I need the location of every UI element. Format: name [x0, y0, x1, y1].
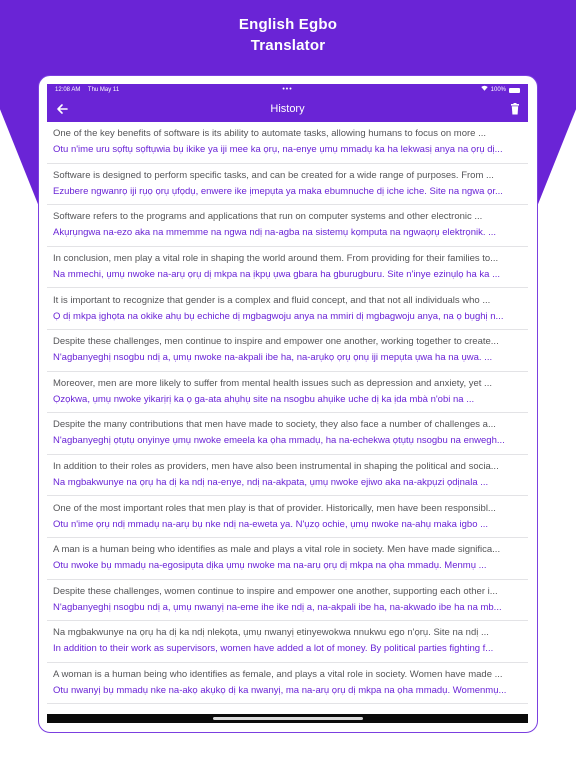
history-item[interactable]: [47, 621, 528, 663]
translation-text: N'agbanyeghị nsogbu ndị a, ụmụ nwanyị na-eme ihe ike ndị a, na-akpali ibe ha, na-akwado ibe ha na mb...: [53, 601, 502, 613]
clear-history-button[interactable]: [508, 102, 522, 116]
battery-percent: 100%: [490, 87, 506, 93]
history-item[interactable]: [47, 372, 528, 414]
source-text: Moreover, men are more likely to suffer from mental health issues such as depression and anxiety, yet ...: [53, 377, 492, 389]
promo-headline: [0, 14, 576, 56]
nav-bar: [47, 96, 528, 122]
source-text: Despite these challenges, men continue to inspire and empower one another, working together to create...: [53, 336, 499, 348]
history-item[interactable]: [47, 580, 528, 622]
status-date: Thu May 11: [87, 87, 120, 93]
wifi-icon: [481, 84, 488, 96]
page-title: History: [270, 103, 305, 115]
multitask-dots: •••: [282, 86, 293, 93]
trash-icon: [508, 102, 522, 116]
history-item[interactable]: [47, 330, 528, 372]
source-text: Software is designed to perform specific tasks, and can be created for a wide range of purposes. From ...: [53, 169, 494, 181]
source-text: Despite the many contributions that men have made to society, they also face a number of challenges a...: [53, 419, 496, 431]
status-time: 12:08 AM: [55, 87, 81, 93]
source-text: Na mgbakwunye na ọrụ ha dị ka ndị nlekọta, ụmụ nwanyị etinyewokwa nnukwu ego n'ọrụ. Site na ndị ...: [53, 627, 489, 639]
translation-text: Ọ dị mkpa ịghọta na okike ahụ bụ echiche dị mgbagwoju anya na mmiri dị mgbagwoju anya, na ọ bụghị n...: [53, 310, 504, 322]
history-item[interactable]: [47, 496, 528, 538]
app-screen: [47, 84, 528, 723]
home-bar: [47, 714, 528, 723]
translation-text: In addition to their work as supervisors, women have added a lot of money. By political parties fighting f...: [53, 643, 494, 655]
source-text: A man is a human being who identifies as male and plays a vital role in society. Men have made significa...: [53, 544, 501, 556]
history-item[interactable]: [47, 205, 528, 247]
source-text: Despite these challenges, women continue to inspire and empower one another, supporting each other i...: [53, 585, 498, 597]
translation-text: Otu nwoke bụ mmadụ na-egosipụta dịka ụmụ nwoke ma na-arụ ọrụ dị mkpa na ọha mmadụ. Menmụ ...: [53, 560, 487, 572]
translation-text: Ọzọkwa, ụmụ nwoke yikarịrị ka ọ ga-ata ahụhụ site na nsogbu ahụike uche dị ka ịda mbà n'obi na ...: [53, 393, 475, 405]
history-item[interactable]: [47, 288, 528, 330]
translation-text: Otu n'ime uru sọftụ sọftụwia bụ ikike ya iji mee ka ọrụ, na-enye ụmụ mmadụ ka ha lekwasị anya na ọrụ dị...: [53, 144, 503, 156]
home-indicator[interactable]: [213, 717, 363, 720]
headline-line-1: English Egbo: [238, 16, 338, 33]
history-item[interactable]: [47, 247, 528, 289]
translation-text: N'agbanyeghị nsogbu ndị a, ụmụ nwoke na-akpali ibe ha, na-arụkọ ọrụ ọnụ iji mepụta ụwa ha na ụwa. ...: [53, 352, 493, 364]
source-text: In conclusion, men play a vital role in shaping the world around them. From providing for their families to...: [53, 253, 499, 265]
translation-text: Otu nwanyị bụ mmadụ nke na-akọ akụkọ dị ka nwanyị, ma na-arụ ọrụ dị mkpa na ọha mmadụ. Womenmụ...: [53, 685, 507, 697]
history-item[interactable]: [47, 538, 528, 580]
translation-text: N'agbanyeghị ọtụtụ onyinye ụmụ nwoke emeela ka ọha mmadụ, ha na-echekwa ọtụtụ nsogbu na enwegh...: [53, 435, 505, 447]
history-list: [47, 122, 528, 704]
history-item[interactable]: [47, 663, 528, 705]
translation-text: Ezubere ngwanrọ iji rụọ ọrụ ụfọdụ, enwere ike ịmepụta ya maka ebumnuche dị iche iche. Site na ngwa ọr...: [53, 185, 503, 197]
source-text: One of the most important roles that men play is that of provider. Historically, men have been responsibl...: [53, 502, 496, 514]
headline-line-2: Translator: [250, 37, 326, 54]
translation-text: Na mgbakwunye na ọrụ ha dị ka ndị na-enye, ndị na-akpata, ụmụ nwoke ejiwo aka na-akpụzi ọdịnala ...: [53, 477, 489, 489]
source-text: One of the key benefits of software is its ability to automate tasks, allowing humans to focus on more ...: [53, 128, 486, 140]
history-item[interactable]: [47, 455, 528, 497]
translation-text: Otu n'ime ọrụ ndị mmadụ na-arụ bụ nke ndị na-eweta ya. N'ụzọ ochie, ụmụ nwoke na-ahụ maka igbo ...: [53, 518, 489, 530]
translation-text: Na mmechi, ụmụ nwoke na-arụ ọrụ dị mkpa na ịkpụ ụwa gbara ha gburugburu. Site n'inye ezinụlọ ha ka ...: [53, 269, 500, 281]
source-text: It is important to recognize that gender is a complex and fluid concept, and that not all individuals who ...: [53, 294, 491, 306]
source-text: In addition to their roles as providers, men have also been instrumental in shaping the political and socia...: [53, 461, 499, 473]
translation-text: Akụrụngwa na-ezo aka na mmemme na ngwa ndị na-agba na sistemụ kọmputa na ngwaọrụ elektrọnik. ...: [53, 227, 497, 239]
history-item[interactable]: [47, 164, 528, 206]
history-item[interactable]: [47, 122, 528, 164]
source-text: A woman is a human being who identifies as female, and plays a vital role in society. Women have made ...: [53, 669, 503, 681]
history-item[interactable]: [47, 413, 528, 455]
battery-icon: [509, 88, 520, 93]
status-bar: [47, 84, 528, 96]
source-text: Software refers to the programs and applications that run on computer systems and other electronic ...: [53, 211, 483, 223]
